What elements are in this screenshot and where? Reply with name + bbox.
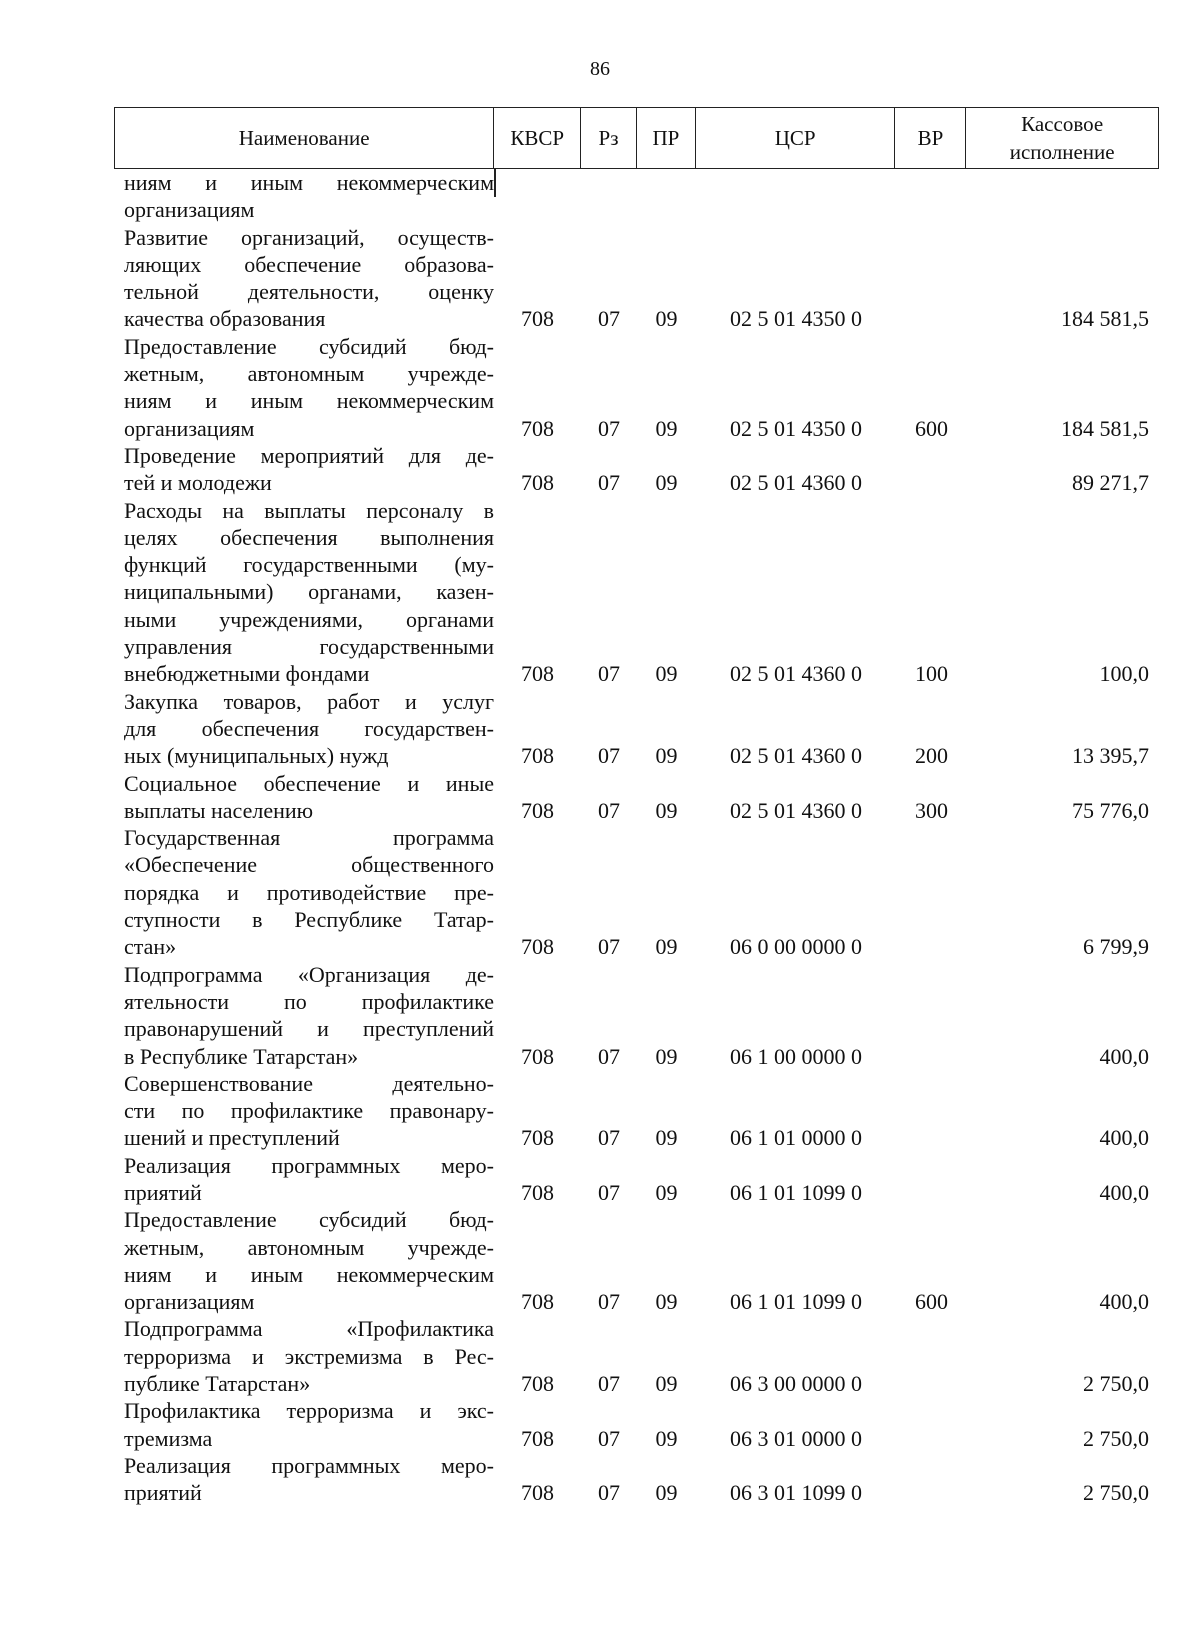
table-row	[114, 1452, 1159, 1507]
cell-vr	[896, 1479, 967, 1506]
table-row	[114, 224, 1159, 333]
cell-rz: 07	[598, 1371, 620, 1397]
cell-kvsr: 708	[521, 306, 554, 332]
cell-rz: 07	[598, 1179, 620, 1205]
cell-pr: 09	[655, 797, 678, 823]
cell-rz: 07	[598, 1125, 620, 1151]
row-name-line: организациям	[124, 415, 255, 441]
row-name	[114, 1152, 494, 1207]
cell-amount: 6 799,9	[1083, 934, 1149, 960]
cell-rz: 07	[598, 470, 620, 496]
table-row	[114, 1397, 1159, 1452]
row-name-line: публике Татарстан»	[124, 1371, 311, 1397]
cell-kvsr	[494, 196, 581, 223]
cell-amount: 13 395,7	[1072, 743, 1149, 769]
header-pr: ПР	[637, 108, 696, 168]
table-row	[114, 1070, 1159, 1152]
cell-kvsr: 708	[521, 743, 554, 769]
row-name-line: в Республике Татарстан»	[124, 1043, 359, 1069]
cell-pr: 09	[655, 661, 678, 687]
page-number: 86	[590, 58, 610, 80]
cell-rz: 07	[598, 1289, 620, 1315]
cell-csr: 02 5 01 4350 0	[730, 306, 862, 332]
cell-vr: 100	[915, 661, 948, 687]
cell-rz: 07	[598, 1425, 620, 1451]
row-name-line: Проведение мероприятий для де-	[124, 442, 494, 468]
cell-amount: 400,0	[1099, 1043, 1149, 1069]
row-name-line: целях обеспечения выполнения	[124, 524, 494, 550]
cell-pr	[637, 196, 696, 223]
row-name	[114, 824, 494, 960]
table-row	[114, 169, 1159, 224]
row-name	[114, 1397, 494, 1452]
header-name: Наименование	[115, 108, 494, 168]
cell-rz: 07	[598, 1043, 620, 1069]
cell-csr	[696, 196, 896, 223]
cell-rz: 07	[598, 797, 620, 823]
cell-kvsr: 708	[521, 415, 554, 441]
table-row	[114, 333, 1159, 442]
row-name-line: ниям и иным некоммерческим	[124, 170, 494, 195]
row-name-line: ниям и иным некоммерческим	[124, 1261, 494, 1287]
table-row	[114, 497, 1159, 688]
row-name-line: функций государственными (му-	[124, 552, 494, 578]
row-name-line: ляющих обеспечение образова-	[124, 251, 494, 277]
cell-csr: 02 5 01 4360 0	[730, 797, 862, 823]
cell-amount: 75 776,0	[1072, 797, 1149, 823]
cell-pr: 09	[655, 415, 678, 441]
cell-csr: 02 5 01 4360 0	[730, 470, 862, 496]
header-csr: ЦСР	[696, 108, 896, 168]
cell-csr: 06 1 01 1099 0	[730, 1289, 862, 1315]
cell-amount: 400,0	[1099, 1125, 1149, 1151]
cell-csr: 02 5 01 4350 0	[730, 415, 862, 441]
row-name	[114, 688, 494, 770]
row-name-line: Развитие организаций, осуществ-	[124, 224, 494, 250]
cell-rz: 07	[598, 743, 620, 769]
cell-pr: 09	[655, 306, 678, 332]
row-name-line: Расходы на выплаты персоналу в	[124, 497, 494, 523]
cell-rz: 07	[598, 1480, 620, 1506]
row-name-line: организациям	[124, 197, 255, 223]
cell-vr	[896, 469, 967, 496]
table-row	[114, 961, 1159, 1070]
cell-rz: 07	[598, 415, 620, 441]
cell-csr: 06 3 00 0000 0	[730, 1371, 862, 1397]
cell-vr	[896, 1124, 967, 1151]
cell-kvsr: 708	[521, 1179, 554, 1205]
row-name-line: для обеспечения государствен-	[124, 715, 494, 741]
cell-amount: 184 581,5	[1061, 415, 1149, 441]
cell-vr	[896, 1043, 967, 1070]
cell-kvsr: 708	[521, 797, 554, 823]
cell-amount: 100,0	[1099, 661, 1149, 687]
header-rz: Рз	[581, 108, 637, 168]
cell-kvsr: 708	[521, 470, 554, 496]
row-name-line: Предоставление субсидий бюд-	[124, 333, 494, 359]
row-name-line: Предоставление субсидий бюд-	[124, 1207, 494, 1233]
cell-kvsr: 708	[521, 934, 554, 960]
cell-amount: 400,0	[1099, 1289, 1149, 1315]
cell-csr: 06 1 01 0000 0	[730, 1125, 862, 1151]
cell-vr	[896, 933, 967, 960]
row-name-line: качества образования	[124, 306, 326, 332]
cell-rz: 07	[598, 661, 620, 687]
cell-vr	[896, 305, 967, 332]
table-header	[114, 107, 1159, 169]
row-name	[114, 497, 494, 688]
row-name-line: выплаты населению	[124, 797, 314, 823]
row-name-line: сти по профилактике правонару-	[124, 1098, 494, 1124]
row-name-line: «Обеспечение общественного	[124, 852, 494, 878]
cell-pr: 09	[655, 1371, 678, 1397]
row-name-line: Профилактика терроризма и экс-	[124, 1398, 494, 1424]
cell-csr: 06 1 00 0000 0	[730, 1043, 862, 1069]
cell-csr: 06 1 01 1099 0	[730, 1179, 862, 1205]
cell-amount	[967, 196, 1159, 223]
row-name-line: приятий	[124, 1179, 202, 1205]
cell-vr: 600	[915, 415, 948, 441]
row-name	[114, 224, 494, 333]
table-row	[114, 688, 1159, 770]
row-name-line: порядка и противодействие пре-	[124, 879, 494, 905]
cell-vr: 200	[915, 743, 948, 769]
cell-amount: 2 750,0	[1083, 1371, 1149, 1397]
table-row	[114, 770, 1159, 825]
cell-kvsr: 708	[521, 1043, 554, 1069]
cell-pr: 09	[655, 1480, 678, 1506]
row-name-line: жетным, автономным учрежде-	[124, 361, 494, 387]
cell-amount: 400,0	[1099, 1179, 1149, 1205]
cell-vr	[896, 1425, 967, 1452]
table-row	[114, 1206, 1159, 1315]
cell-pr: 09	[655, 1043, 678, 1069]
cell-pr: 09	[655, 743, 678, 769]
row-name-line: ных (муниципальных) нужд	[124, 743, 389, 769]
row-name	[114, 169, 494, 224]
cell-kvsr: 708	[521, 1480, 554, 1506]
cell-vr	[896, 196, 967, 223]
cell-pr: 09	[655, 1425, 678, 1451]
cell-rz: 07	[598, 306, 620, 332]
row-name-line: Реализация программных меро-	[124, 1452, 494, 1478]
row-name-line: Совершенствование деятельно-	[124, 1070, 494, 1096]
cell-amount: 184 581,5	[1061, 306, 1149, 332]
table-body	[114, 169, 1159, 1507]
cell-kvsr: 708	[521, 1289, 554, 1315]
cell-kvsr: 708	[521, 1371, 554, 1397]
row-name-line: жетным, автономным учрежде-	[124, 1234, 494, 1260]
header-amount-line2: исполнение	[1009, 140, 1115, 164]
header-kvsr: КВСР	[494, 108, 581, 168]
table-row	[114, 1315, 1159, 1397]
row-name-line: терроризма и экстремизма в Рес-	[124, 1343, 494, 1369]
row-name-line: стан»	[124, 934, 177, 960]
cell-csr: 06 3 01 0000 0	[730, 1425, 862, 1451]
row-name-line: ниципальными) органами, казен-	[124, 579, 494, 605]
cell-vr	[896, 1370, 967, 1397]
header-amount	[966, 108, 1158, 168]
row-name-line: Подпрограмма «Организация де-	[124, 961, 494, 987]
table-row	[114, 824, 1159, 960]
cell-vr	[896, 1179, 967, 1206]
row-name-line: приятий	[124, 1480, 202, 1506]
header-vr: ВР	[895, 108, 966, 168]
row-name-line: ступности в Республике Татар-	[124, 907, 494, 933]
cell-kvsr: 708	[521, 1425, 554, 1451]
row-name	[114, 770, 494, 825]
cell-amount: 89 271,7	[1072, 470, 1149, 496]
row-name	[114, 1206, 494, 1315]
cell-vr: 300	[915, 797, 948, 823]
row-name	[114, 961, 494, 1070]
row-name-line: организациям	[124, 1289, 255, 1315]
header-amount-line1: Кассовое	[1021, 112, 1104, 136]
row-name-line: тельной деятельности, оценку	[124, 279, 494, 305]
cell-csr: 02 5 01 4360 0	[730, 743, 862, 769]
row-name-line: тей и молодежи	[124, 470, 272, 496]
row-name-line: управления государственными	[124, 634, 494, 660]
cell-pr: 09	[655, 1289, 678, 1315]
cell-kvsr: 708	[521, 1125, 554, 1151]
row-name-line: ными учреждениями, органами	[124, 606, 494, 632]
row-name-line: ниям и иным некоммерческим	[124, 388, 494, 414]
row-name-line: Социальное обеспечение и иные	[124, 770, 494, 796]
row-name-line: Реализация программных меро-	[124, 1152, 494, 1178]
cell-kvsr: 708	[521, 661, 554, 687]
row-name-line: тремизма	[124, 1425, 213, 1451]
row-name	[114, 333, 494, 442]
row-name-line: правонарушений и преступлений	[124, 1016, 494, 1042]
row-name-line: внебюджетными фондами	[124, 661, 370, 687]
row-name	[114, 1315, 494, 1397]
cell-pr: 09	[655, 470, 678, 496]
cell-amount: 2 750,0	[1083, 1425, 1149, 1451]
cell-amount: 2 750,0	[1083, 1480, 1149, 1506]
row-name-line: Закупка товаров, работ и услуг	[124, 688, 494, 714]
table-row	[114, 1152, 1159, 1207]
cell-csr: 02 5 01 4360 0	[730, 661, 862, 687]
row-name	[114, 442, 494, 497]
cell-pr: 09	[655, 1125, 678, 1151]
table-row	[114, 442, 1159, 497]
cell-rz: 07	[598, 934, 620, 960]
row-name-line: Государственная программа	[124, 825, 494, 851]
row-name-line: Подпрограмма «Профилактика	[124, 1316, 494, 1342]
cell-rz	[581, 196, 637, 223]
cell-vr: 600	[915, 1289, 948, 1315]
row-name	[114, 1070, 494, 1152]
row-name-line: шений и преступлений	[124, 1125, 340, 1151]
cell-pr: 09	[655, 934, 678, 960]
cell-csr: 06 0 00 0000 0	[730, 934, 862, 960]
cell-pr: 09	[655, 1179, 678, 1205]
cell-csr: 06 3 01 1099 0	[730, 1480, 862, 1506]
row-name	[114, 1452, 494, 1507]
row-name-line: ятельности по профилактике	[124, 988, 494, 1014]
